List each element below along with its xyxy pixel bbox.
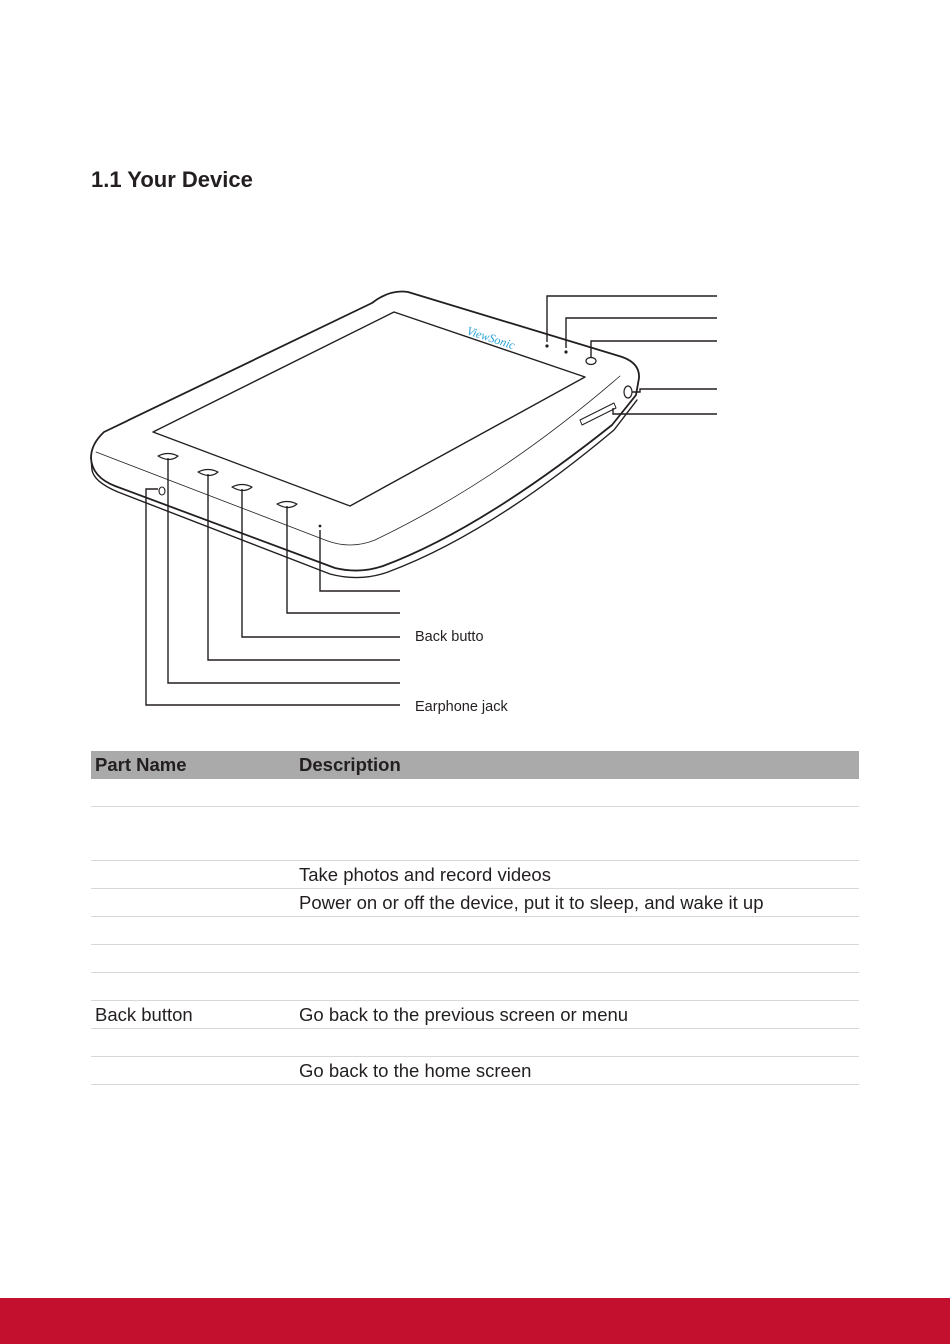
callout-line-3 xyxy=(591,341,717,357)
table-row xyxy=(91,1057,859,1085)
table-header-row xyxy=(91,751,859,779)
callout-line-2 xyxy=(566,318,717,348)
earphone-jack xyxy=(159,487,165,495)
callout-line-4 xyxy=(632,389,717,392)
part-name-cell xyxy=(91,779,295,807)
header-description: Description xyxy=(295,751,859,779)
microphone xyxy=(319,525,322,528)
table-row xyxy=(91,1029,859,1057)
part-name-cell xyxy=(91,1057,295,1085)
table-row xyxy=(91,807,859,861)
description-cell: Power on or off the device, put it to sleep, and wake it up xyxy=(295,889,859,917)
header-part-name: Part Name xyxy=(91,751,295,779)
side-port xyxy=(624,386,632,398)
description-cell: Go back to the previous screen or menu xyxy=(295,1001,859,1029)
part-name-cell xyxy=(91,807,295,861)
top-sensor-2 xyxy=(564,350,567,353)
section-heading: 1.1 Your Device xyxy=(91,167,253,192)
table-row xyxy=(91,1001,859,1029)
table-row xyxy=(91,889,859,917)
table-row xyxy=(91,973,859,1001)
table-row xyxy=(91,779,859,807)
table-row xyxy=(91,917,859,945)
description-cell: Go back to the home screen xyxy=(295,1057,859,1085)
footer-bar xyxy=(0,1298,950,1344)
callout-label-earphone: Earphone jack xyxy=(415,699,508,715)
parts-table xyxy=(91,751,859,1085)
description-cell xyxy=(295,807,859,861)
brand-logo: ViewSonic xyxy=(465,323,517,353)
side-slot xyxy=(580,403,616,425)
description-cell xyxy=(295,945,859,973)
table-row xyxy=(91,861,859,889)
callout-line-11 xyxy=(146,489,400,705)
front-camera xyxy=(586,358,596,365)
description-cell xyxy=(295,1029,859,1057)
top-sensor-1 xyxy=(545,344,548,347)
callout-label-back: Back butto xyxy=(415,629,484,645)
tablet-screen xyxy=(153,312,585,506)
table-row xyxy=(91,945,859,973)
callout-line-1 xyxy=(547,296,717,342)
callout-line-9 xyxy=(208,474,400,660)
callout-line-6 xyxy=(320,530,400,591)
tablet-side-edge xyxy=(91,400,637,578)
part-name-cell xyxy=(91,1029,295,1057)
description-cell xyxy=(295,779,859,807)
part-name-cell xyxy=(91,917,295,945)
part-name-cell xyxy=(91,889,295,917)
tablet-body-outline xyxy=(91,291,639,570)
part-name-cell xyxy=(91,861,295,889)
description-cell xyxy=(295,917,859,945)
callout-line-7 xyxy=(287,506,400,613)
part-name-cell xyxy=(91,973,295,1001)
description-cell xyxy=(295,973,859,1001)
part-name-cell: Back button xyxy=(91,1001,295,1029)
description-cell: Take photos and record videos xyxy=(295,861,859,889)
part-name-cell xyxy=(91,945,295,973)
